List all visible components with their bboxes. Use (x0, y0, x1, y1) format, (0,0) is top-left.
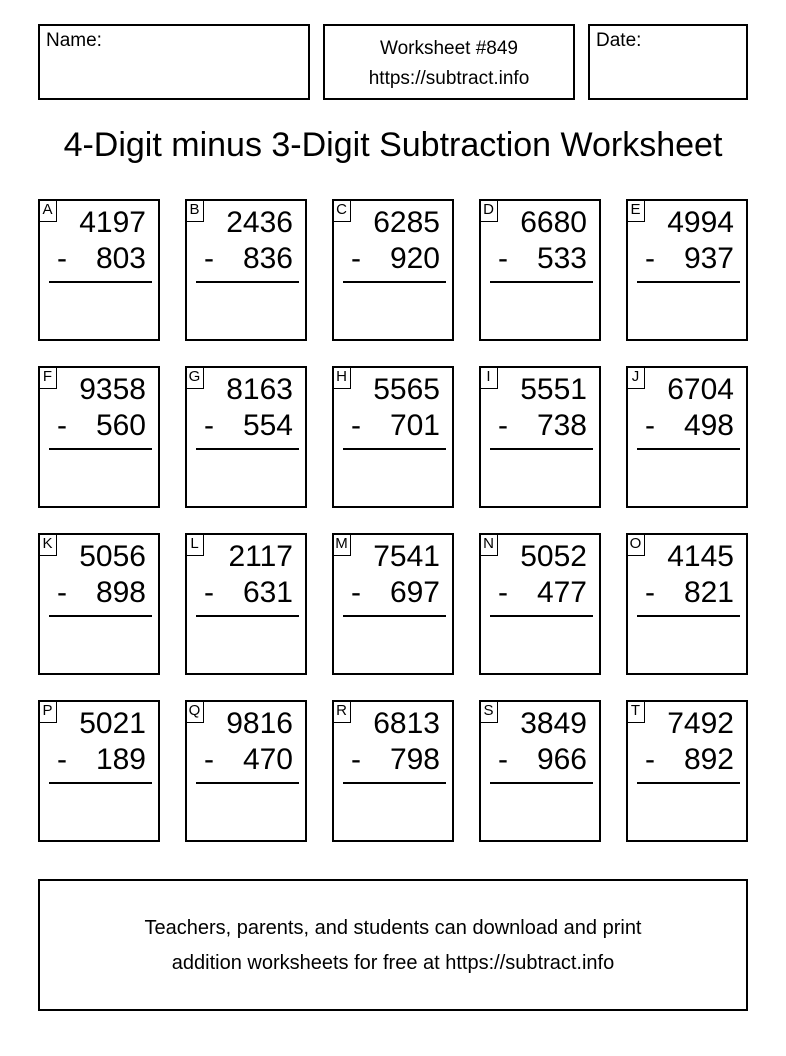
minuend: 9358 (79, 373, 146, 406)
minuend: 6285 (373, 206, 440, 239)
minuend: 8163 (226, 373, 293, 406)
problem-label: M (333, 534, 351, 556)
problem-card (332, 533, 454, 675)
problem-card (626, 366, 748, 508)
subtrahend: 798 (389, 743, 440, 776)
subtrahend: 738 (536, 409, 587, 442)
problem-card (626, 199, 748, 341)
answer-line (49, 615, 152, 617)
minus-sign: - (351, 576, 361, 609)
answer-line (196, 782, 299, 784)
problem-label: H (333, 367, 351, 389)
answer-line (490, 448, 593, 450)
minuend: 7492 (667, 707, 734, 740)
problem-label: J (627, 367, 645, 389)
problem-card (479, 533, 601, 675)
worksheet-title: 4-Digit minus 3-Digit Subtraction Worksheet (63, 126, 723, 164)
answer-line (637, 615, 740, 617)
name-label: Name: (46, 30, 102, 51)
date-label: Date: (596, 30, 642, 51)
subtrahend: 803 (95, 242, 146, 275)
answer-line (490, 281, 593, 283)
problem-label: R (333, 701, 351, 723)
footer-note (38, 879, 748, 1011)
worksheet-number: Worksheet #849 (379, 38, 518, 59)
minuend: 5565 (373, 373, 440, 406)
answer-line (637, 782, 740, 784)
subtrahend: 554 (242, 409, 293, 442)
subtrahend: 631 (242, 576, 293, 609)
minuend: 9816 (226, 707, 293, 740)
footer-line-1: Teachers, parents, and students can download and print (144, 917, 642, 939)
answer-line (343, 782, 446, 784)
problem-card (185, 366, 307, 508)
minus-sign: - (498, 242, 508, 275)
problem-label: N (480, 534, 498, 556)
problem-label: K (39, 534, 57, 556)
problem-card (38, 199, 160, 341)
minus-sign: - (351, 242, 361, 275)
answer-line (49, 281, 152, 283)
minuend: 3849 (520, 707, 587, 740)
minus-sign: - (57, 242, 67, 275)
problem-card (38, 700, 160, 842)
minus-sign: - (645, 743, 655, 776)
answer-line (196, 448, 299, 450)
problem-card (479, 199, 601, 341)
problem-label: P (39, 701, 57, 723)
answer-line (343, 281, 446, 283)
minuend: 7541 (373, 540, 440, 573)
answer-line (343, 615, 446, 617)
problem-card (332, 199, 454, 341)
problem-card (479, 700, 601, 842)
problem-label: C (333, 200, 351, 222)
problem-card (626, 700, 748, 842)
minus-sign: - (204, 242, 214, 275)
subtrahend: 920 (389, 242, 440, 275)
subtrahend: 189 (95, 743, 146, 776)
subtrahend: 470 (242, 743, 293, 776)
date-field[interactable] (588, 24, 748, 100)
name-field[interactable] (38, 24, 310, 100)
answer-line (637, 281, 740, 283)
minus-sign: - (645, 409, 655, 442)
answer-line (490, 782, 593, 784)
problem-label: O (627, 534, 645, 556)
problem-label: G (186, 367, 204, 389)
subtrahend: 937 (683, 242, 734, 275)
minus-sign: - (57, 743, 67, 776)
subtrahend: 498 (683, 409, 734, 442)
minuend: 6680 (520, 206, 587, 239)
problem-card (332, 366, 454, 508)
problem-card (185, 533, 307, 675)
minuend: 5021 (79, 707, 146, 740)
problem-label: F (39, 367, 57, 389)
problem-label: I (480, 367, 498, 389)
problem-label: B (186, 200, 204, 222)
minuend: 6704 (667, 373, 734, 406)
minus-sign: - (351, 409, 361, 442)
subtrahend: 966 (536, 743, 587, 776)
minus-sign: - (57, 409, 67, 442)
problem-card (626, 533, 748, 675)
problem-card (38, 533, 160, 675)
minus-sign: - (498, 743, 508, 776)
subtrahend: 477 (536, 576, 587, 609)
subtrahend: 533 (536, 242, 587, 275)
minuend: 5551 (520, 373, 587, 406)
minuend: 4145 (667, 540, 734, 573)
subtrahend: 892 (683, 743, 734, 776)
minus-sign: - (498, 409, 508, 442)
minus-sign: - (204, 576, 214, 609)
worksheet-url: https://subtract.info (368, 68, 530, 89)
minuend: 2436 (226, 206, 293, 239)
answer-line (49, 782, 152, 784)
problem-label: E (627, 200, 645, 222)
problem-label: Q (186, 701, 204, 723)
problem-label: A (39, 200, 57, 222)
problem-card (479, 366, 601, 508)
minus-sign: - (204, 409, 214, 442)
problem-label: T (627, 701, 645, 723)
subtrahend: 697 (389, 576, 440, 609)
subtrahend: 836 (242, 242, 293, 275)
problem-card (38, 366, 160, 508)
subtrahend: 560 (95, 409, 146, 442)
problem-card (185, 700, 307, 842)
answer-line (196, 281, 299, 283)
minuend: 2117 (228, 540, 293, 573)
minus-sign: - (57, 576, 67, 609)
minus-sign: - (498, 576, 508, 609)
problem-label: S (480, 701, 498, 723)
minuend: 6813 (373, 707, 440, 740)
problem-grid (38, 199, 748, 842)
subtrahend: 701 (389, 409, 440, 442)
problem-card (332, 700, 454, 842)
minuend: 4197 (79, 206, 146, 239)
minuend: 5056 (79, 540, 146, 573)
minus-sign: - (645, 576, 655, 609)
answer-line (490, 615, 593, 617)
answer-line (343, 448, 446, 450)
problem-label: L (186, 534, 204, 556)
subtrahend: 821 (683, 576, 734, 609)
minuend: 5052 (520, 540, 587, 573)
problem-card (185, 199, 307, 341)
problem-label: D (480, 200, 498, 222)
footer-line-2: addition worksheets for free at https://subtract.info (171, 952, 615, 974)
answer-line (196, 615, 299, 617)
answer-line (49, 448, 152, 450)
answer-line (637, 448, 740, 450)
minus-sign: - (351, 743, 361, 776)
minus-sign: - (645, 242, 655, 275)
worksheet-info-box (323, 24, 575, 100)
minuend: 4994 (667, 206, 734, 239)
minus-sign: - (204, 743, 214, 776)
subtrahend: 898 (95, 576, 146, 609)
